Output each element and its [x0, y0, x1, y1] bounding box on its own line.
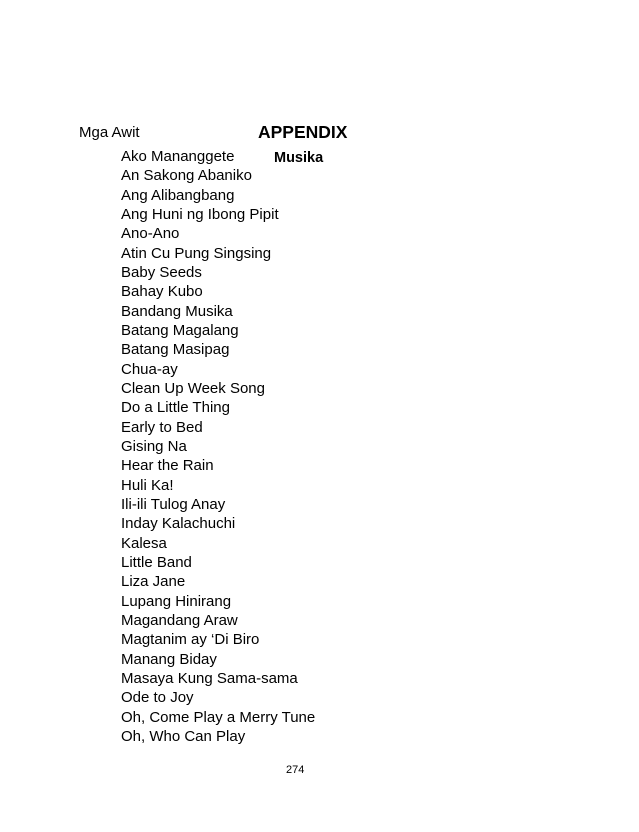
song-list-item: Bandang Musika	[121, 302, 233, 320]
song-category-label: Mga Awit	[79, 124, 140, 141]
song-list-item: Ili-ili Tulog Anay	[121, 495, 226, 513]
song-list-item: Bahay Kubo	[121, 283, 203, 301]
song-list-item: Inday Kalachuchi	[121, 515, 236, 533]
song-list-item: Early to Bed	[121, 418, 203, 436]
appendix-title: APPENDIX	[258, 122, 348, 142]
song-list	[121, 147, 315, 746]
song-list-item: Batang Masipag	[121, 341, 230, 359]
song-list-item: Ano-Ano	[121, 225, 180, 243]
song-list-item: Masaya Kung Sama-sama	[121, 669, 298, 687]
page-number: 274	[286, 764, 305, 776]
song-list-item: Chua-ay	[121, 360, 178, 378]
song-list-item: Baby Seeds	[121, 263, 202, 281]
song-list-item: Huli Ka!	[121, 476, 174, 494]
song-list-item: Ako Mananggete	[121, 148, 235, 165]
song-list-item: Lupang Hinirang	[121, 592, 232, 610]
song-list-item: Oh, Who Can Play	[121, 727, 246, 745]
song-list-item: Atin Cu Pung Singsing	[121, 244, 272, 262]
song-list-item: Clean Up Week Song	[121, 379, 265, 397]
song-list-item: Gising Na	[121, 437, 187, 455]
song-list-item: Do a Little Thing	[121, 399, 230, 417]
song-list-item: Little Band	[121, 553, 192, 571]
song-list-item: Ang Alibangbang	[121, 186, 235, 204]
song-list-item: Oh, Come Play a Merry Tune	[121, 708, 316, 726]
song-list-item: Ode to Joy	[121, 689, 194, 707]
song-list-item: Magandang Araw	[121, 611, 238, 629]
song-list-item: Batang Magalang	[121, 321, 239, 339]
song-list-item: Liza Jane	[121, 573, 186, 591]
song-list-item: Magtanim ay ‘Di Biro	[121, 631, 260, 649]
song-list-item: Manang Biday	[121, 650, 217, 668]
song-list-item: Ang Huni ng Ibong Pipit	[121, 205, 279, 223]
subject-label: Musika	[274, 150, 324, 166]
song-list-item: Hear the Rain	[121, 457, 214, 475]
song-list-item: Kalesa	[121, 534, 167, 552]
song-list-item: An Sakong Abaniko	[121, 167, 252, 185]
